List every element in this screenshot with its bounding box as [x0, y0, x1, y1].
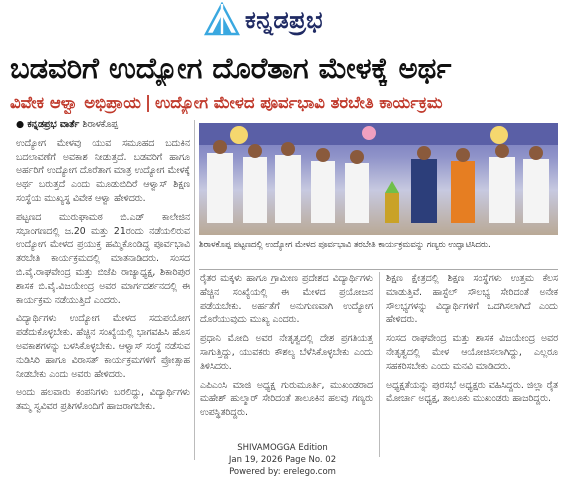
subhead-right: ಉದ್ಯೋಗ ಮೇಳದ ಪೂರ್ವಭಾವಿ ತರಬೇತಿ ಕಾರ್ಯಕ್ರಮ: [154, 93, 443, 112]
footer-powered-by-link[interactable]: Powered by: erelego.com: [229, 467, 336, 477]
paragraph: ಅಂದು ಹಲವಾರು ಕಂಪನಿಗಳು ಬರಲಿದ್ದು, ವಿದ್ಯಾರ್ಥಿಗಳು ತಮ್ಮ ಸ್ವವಿವರ ಪ್ರತಿಗಳೊಂದಿಗೆ ಹಾಜರಾಗಬೇಕು.: [16, 387, 190, 413]
article-column-1: [16, 118, 190, 458]
column-divider: [379, 272, 380, 457]
dateline: ● ಕನ್ನಡಪ್ರಭ ವಾರ್ತೆ ಶಿರಾಳಕೊಪ್ಪ: [16, 119, 118, 130]
paragraph: ಅಧ್ಯಕ್ಷತೆಯನ್ನು ಪುರಸಭೆ ಅಧ್ಯಕ್ಷರು ವಹಿಸಿದ್ದರು. ಜಿಲ್ಲಾ ರೈತ ಮೋರ್ಚಾ ಅಧ್ಯಕ್ಷ, ತಾಲೂಕು ಮುಖಂಡರು ಹಾಜರಿದ್ದರು.: [386, 379, 558, 405]
subhead-left: ವಿವೇಕ ಆಳ್ವಾ ಅಭಿಪ್ರಾಯ: [10, 93, 141, 112]
subheadline: [10, 92, 555, 114]
dateline-source: ಕನ್ನಡಪ್ರಭ ವಾರ್ತೆ: [27, 119, 80, 130]
headline: ಬಡವರಿಗೆ ಉದ್ಯೋಗ ದೊರೆತಾಗ ಮೇಳಕ್ಕೆ ಅರ್ಥ: [10, 51, 452, 85]
newspaper-brand: ಕನ್ನಡಪ್ರಭ: [245, 6, 324, 34]
paragraph: ರೈತರ ಮಕ್ಕಳು ಹಾಗೂ ಗ್ರಾಮೀಣ ಪ್ರದೇಶದ ವಿದ್ಯಾರ್ಥಿಗಳು ಹೆಚ್ಚಿನ ಸಂಖ್ಯೆಯಲ್ಲಿ ಈ ಮೇಳದ ಪ್ರಯೋಜನ ಪಡೆಯಬೇಕು. ಅರ್ಹತೆಗೆ ಅನುಗುಣವಾಗಿ ಉದ್ಯೋಗ ದೊರೆಯುವುದು ಮುಖ್ಯ ಎಂದರು.: [200, 273, 373, 326]
paragraph: ಪಟ್ಟಣದ ಮುರುಘಾಮಠ ಬಿ.ಎಡ್ ಕಾಲೇಜಿನ ಸಭಾಂಗಣದಲ್ಲಿ ಜ.20 ಮತ್ತು 21ರಂದು ನಡೆಯಲಿರುವ ಉದ್ಯೋಗ ಮೇಳದ ಪ್ರಯುಕ್ತ ಹಮ್ಮಿಕೊಂಡಿದ್ದ ಪೂರ್ವಭಾವಿ ತರಬೇತಿ ಕಾರ್ಯಕ್ರಮದಲ್ಲಿ ಮಾತನಾಡಿದರು. ಸಂಸದ ಬಿ.ವೈ.ರಾಘವೇಂದ್ರ ಮತ್ತು ಬಿಜೆಪಿ ರಾಜ್ಯಾಧ್ಯಕ್ಷ, ಶಿಕಾರಿಪುರ ಶಾಸಕ ಬಿ.ವೈ.ವಿಜಯೇಂದ್ರ ಅವರ ಮಾರ್ಗದರ್ಶನದಲ್ಲಿ ಈ ಕಾರ್ಯಕ್ರಮ ನಡೆಯುತ್ತಿದೆ ಎಂದರು.: [16, 211, 190, 306]
footer-date-page: Jan 19, 2026 Page No. 02: [228, 455, 337, 465]
article-column-2: [200, 272, 373, 462]
paragraph: ಪ್ರಧಾನಿ ಮೋದಿ ಅವರ ನೇತೃತ್ವದಲ್ಲಿ ದೇಶ ಪ್ರಗತಿಯತ್ತ ಸಾಗುತ್ತಿದ್ದು, ಯುವಕರು ಕೌಶಲ್ಯ ಬೆಳೆಸಿಕೊಳ್ಳಬೇಕು ಎಂದು ತಿಳಿಸಿದರು.: [200, 333, 373, 372]
footer-edition: SHIVAMOGGA Edition: [237, 443, 328, 453]
dignitaries-photo-illustration: [199, 123, 558, 235]
news-photo: [199, 123, 558, 235]
masthead: [0, 0, 565, 40]
paragraph: ಉದ್ಯೋಗ ಮೇಳವು ಯುವ ಸಮೂಹದ ಬದುಕಿನ ಬದಲಾವಣೆಗೆ ಅವಕಾಶ ನೀಡುತ್ತದೆ. ಬಡವರಿಗೆ ಹಾಗೂ ಅರ್ಹರಿಗೆ ಉದ್ಯೋಗ ದೊರೆತಾಗ ಮಾತ್ರ ಉದ್ಯೋಗ ಮೇಳಕ್ಕೆ ಅರ್ಥ ಬರುತ್ತದೆ ಎಂದು ಮೂಡುಬಿದಿರೆ ಆಳ್ವಾಸ್ ಶಿಕ್ಷಣ ಸಂಸ್ಥೆಯ ಮುಖ್ಯಸ್ಥ ವಿವೇಕ ಆಳ್ವಾ ಹೇಳಿದರು.: [16, 137, 190, 204]
article-column-3: [386, 272, 558, 462]
subhead-separator: |: [144, 93, 151, 112]
photo-caption: ಶಿರಾಳಕೊಪ್ಪ ಪಟ್ಟಣದಲ್ಲಿ ಉದ್ಯೋಗ ಮೇಳದ ಪೂರ್ವಭಾವಿ ತರಬೇತಿ ಕಾರ್ಯಕ್ರಮವನ್ನು ಗಣ್ಯರು ಉದ್ಘಾಟಿಸಿದರು.: [199, 239, 558, 270]
paragraph: ಸಂಸದ ರಾಘವೇಂದ್ರ ಮತ್ತು ಶಾಸಕ ವಿಜಯೇಂದ್ರ ಅವರ ನೇತೃತ್ವದಲ್ಲಿ ಮೇಳ ಆಯೋಜಿಸಲಾಗಿದ್ದು, ಎಲ್ಲರೂ ಸಹಕರಿಸಬೇಕು ಎಂದು ಮನವಿ ಮಾಡಿದರು.: [386, 333, 558, 372]
kannadaprabha-logo-icon: [202, 2, 242, 36]
column-divider: [194, 120, 195, 460]
paragraph: ಎಪಿಎಂಸಿ ಮಾಜಿ ಅಧ್ಯಕ್ಷ ಗುರುಮೂರ್ತಿ, ಮುಖಂಡರಾದ ಮಹೇಶ್ ಹುಲ್ಮಾರ್ ಸೇರಿದಂತೆ ತಾಲೂಕಿನ ಹಲವು ಗಣ್ಯರು ಉಪಸ್ಥಿತರಿದ್ದರು.: [200, 379, 373, 419]
paragraph: ವಿದ್ಯಾರ್ಥಿಗಳು ಉದ್ಯೋಗ ಮೇಳದ ಸದುಪಯೋಗ ಪಡೆದುಕೊಳ್ಳಬೇಕು. ಹೆಚ್ಚಿನ ಸಂಖ್ಯೆಯಲ್ಲಿ ಭಾಗವಹಿಸಿ ಹೊಸ ಅವಕಾಶಗಳನ್ನು ಬಳಸಿಕೊಳ್ಳಬೇಕು. ಆಳ್ವಾಸ್ ಸಂಸ್ಥೆ ನಡೆಸುವ ನುಡಿಸಿರಿ ಹಾಗೂ ವಿರಾಸತ್ ಕಾರ್ಯಕ್ರಮಗಳಿಗೆ ಪ್ರೋತ್ಸಾಹ ನೀಡಬೇಕು ಎಂದು ಅವರು ಹೇಳಿದರು.: [16, 313, 190, 380]
paragraph: ಶಿಕ್ಷಣ ಕ್ಷೇತ್ರದಲ್ಲಿ ಶಿಕ್ಷಣ ಸಂಸ್ಥೆಗಳು ಉತ್ತಮ ಕೆಲಸ ಮಾಡುತ್ತಿವೆ. ಹಾಸ್ಟೆಲ್ ಸೌಲಭ್ಯ ಸೇರಿದಂತೆ ಅನೇಕ ಸೌಲಭ್ಯಗಳನ್ನು ವಿದ್ಯಾರ್ಥಿಗಳಿಗೆ ಒದಗಿಸಲಾಗಿದೆ ಎಂದು ಹೇಳಿದರು.: [386, 273, 558, 326]
dateline-place: ಶಿರಾಳಕೊಪ್ಪ: [82, 119, 118, 130]
